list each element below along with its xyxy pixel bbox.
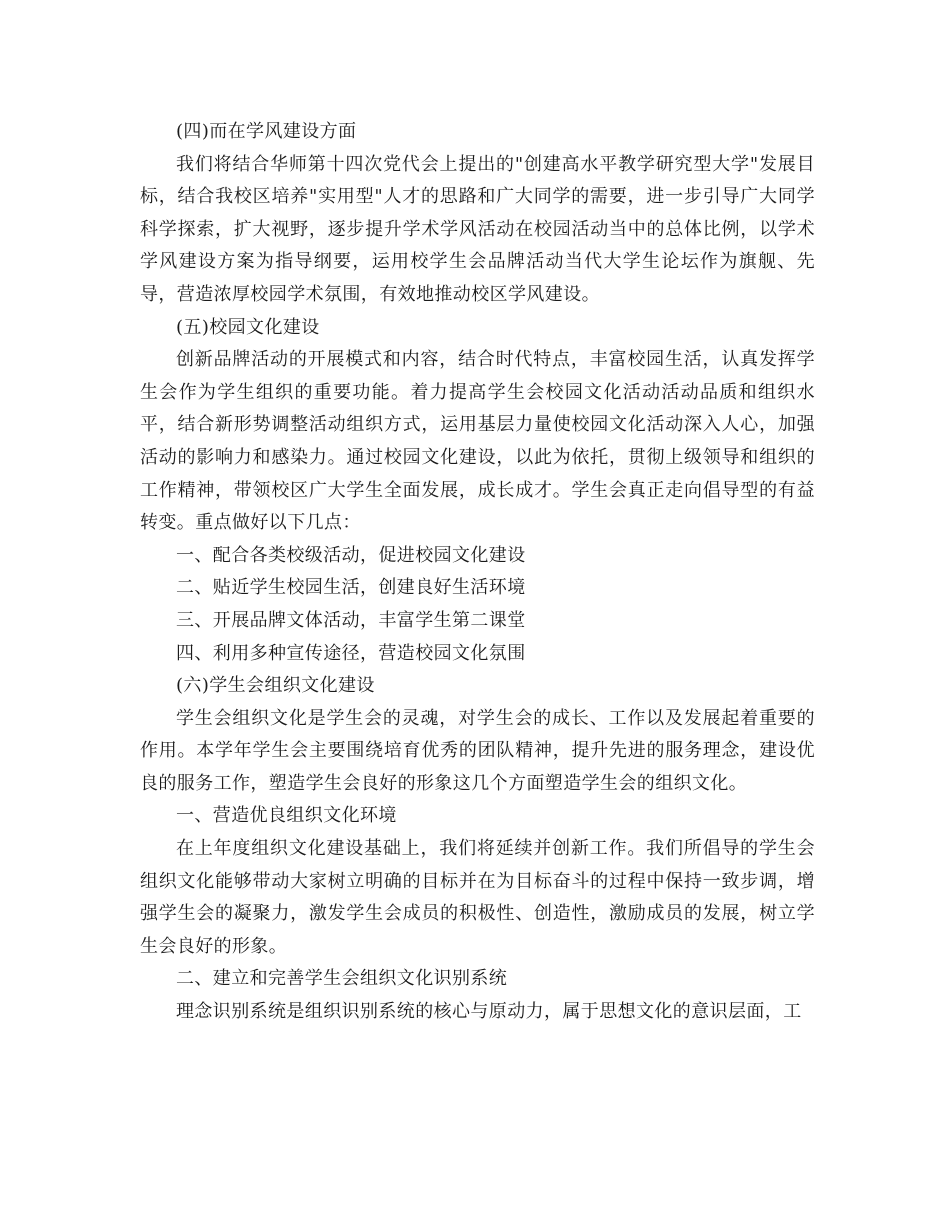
- document-page: [140, 116, 815, 1029]
- paragraph-identity-system: 理念识别系统是组织识别系统的核心与原动力，属于思想文化的意识层面，工: [176, 1001, 802, 1023]
- list-item-4: 四、利用多种宣传途径，营造校园文化氛围: [176, 642, 526, 664]
- paragraph-org-culture: 学生会组织文化是学生会的灵魂，对学生会的成长、工作以及发展起着重要的作用。本学年学生会主要围绕培育优秀的团队精神，提升先进的服务理念，建设优良的服务工作，塑造学生会良好的形象这几个方面塑造学生会的组织文化。: [140, 707, 815, 794]
- paragraph-environment: 在上年度组织文化建设基础上，我们将延续并创新工作。我们所倡导的学生会组织文化能够带动大家树立明确的目标并在为目标奋斗的过程中保持一致步调，增强学生会的凝聚力，激发学生会成员的积极性、创造性，激励成员的发展，树立学生会良好的形象。: [140, 838, 815, 957]
- heading-campus-culture: (五)校园文化建设: [176, 316, 320, 338]
- subheading-identity-system: 二、建立和完善学生会组织文化识别系统: [176, 968, 508, 990]
- paragraph-campus-culture: 创新品牌活动的开展模式和内容，结合时代特点，丰富校园生活，认真发挥学生会作为学生组织的重要功能。着力提高学生会校园文化活动活动品质和组织水平，结合新形势调整活动组织方式，运用基层力量使校园文化活动深入人心，加强活动的影响力和感染力。通过校园文化建设，以此为依托，贯彻上级领导和组织的工作精神，带领校区广大学生全面发展，成长成才。学生会真正走向倡导型的有益转变。重点做好以下几点：: [140, 349, 815, 534]
- list-item-1: 一、配合各类校级活动，促进校园文化建设: [176, 544, 526, 566]
- list-item-3: 三、开展品牌文体活动，丰富学生第二课堂: [176, 609, 526, 631]
- heading-study-style: (四)而在学风建设方面: [176, 121, 357, 142]
- subheading-environment: 一、营造优良组织文化环境: [176, 805, 397, 827]
- heading-org-culture: (六)学生会组织文化建设: [176, 675, 375, 697]
- list-item-2: 二、贴近学生校园生活，创建良好生活环境: [176, 577, 526, 599]
- paragraph-study-style: 我们将结合华师第十四次党代会上提出的"创建高水平教学研究型大学"发展目标，结合我校区培养"实用型"人才的思路和广大同学的需要，进一步引导广大同学科学探索，扩大视野，逐步提升学术学风活动在校园活动当中的总体比例，以学术学风建设方案为指导纲要，运用校学生会品牌活动当代大学生论坛作为旗舰、先导，营造浓厚校园学术氛围，有效地推动校区学风建设。: [140, 153, 815, 305]
